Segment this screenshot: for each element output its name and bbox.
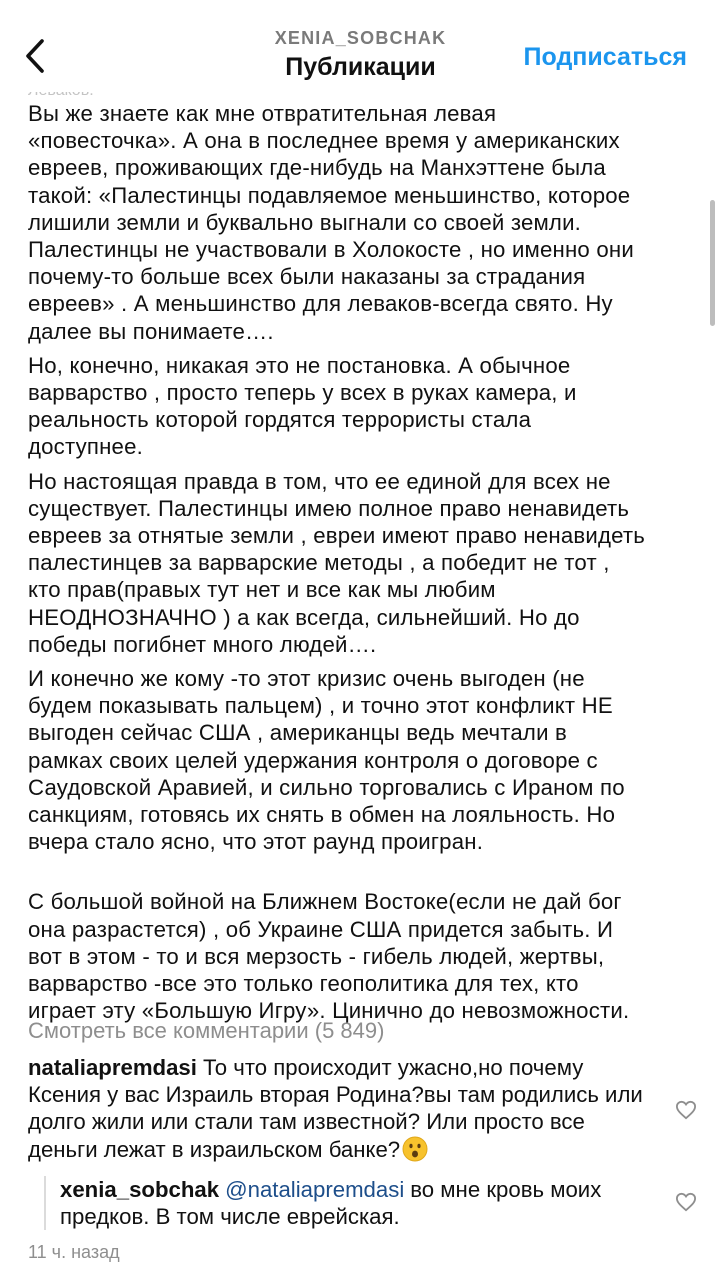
back-button[interactable] bbox=[18, 36, 52, 76]
caption-paragraph: Но, конечно, никакая это не постановка. А обычное варварство , просто теперь у всех в руках камера, и реальность которой гордятся террористы стала доступнее. bbox=[28, 352, 577, 460]
caption-paragraph: И конечно же кому -то этот кризис очень выгоден (не будем показывать пальцем) , и точно этот конфликт НЕ выгоден сейчас США , американцы ведь мечтали в рамках своих целей удержания контроля о договоре с Саудовской Аравией, и сильно торговались с Ираном по санкциям, готовясь их снять в обмен на лояльность. Но вчера стало ясно, что этот раунд проигран. bbox=[28, 666, 625, 855]
top-bar bbox=[0, 0, 721, 92]
header-titles bbox=[200, 26, 521, 82]
caption-paragraph-final: С большой войной на Ближнем Востоке(если не дай бог она разрастется) , об Украине США придется забыть. И вот в этом - то и вся мерзость - гибель людей, жертвы, варварство -все это только геополитика для тех, кто играет эту «Большую Игру». Цинично до невозможности. bbox=[28, 889, 630, 1024]
follow-button[interactable]: Подписаться bbox=[523, 43, 687, 71]
comment-text: То что происходит ужасно,но почему Ксения у вас Израиль вторая Родина?вы там родились или долго жили или стали там известной? Или просто все деньги лежат в израильском банке? bbox=[28, 1055, 643, 1162]
caption-paragraph: Вы же знаете как мне отвратительная левая «повесточка». А она в последнее время у американских евреев, проживающих где-нибудь на Манхэттене была такой: «Палестинцы подавляемое меньшинство, которое лишили земли и буквально выгнали со своей земли. Палестинцы не участвовали в Холокосте , но именно они почему-то больше всех были наказаны за страдания евреев» . А меньшинство для леваков-всегда свято. Ну далее вы понимаете…. bbox=[28, 101, 634, 344]
reply-text: во мне кровь моих предков. В том числе еврейская. bbox=[60, 1177, 602, 1230]
page-title: Публикации bbox=[285, 53, 436, 81]
paragraph-gap bbox=[28, 862, 700, 888]
scrollbar[interactable] bbox=[710, 200, 715, 326]
comment-timestamp: 11 ч. назад bbox=[28, 1242, 120, 1262]
view-all-comments-link[interactable]: Смотреть все комментарии (5 849) bbox=[28, 1018, 385, 1043]
comment-username[interactable]: nataliapremdasi bbox=[28, 1055, 197, 1080]
profile-username: XENIA_SOBCHAK bbox=[274, 28, 447, 48]
surprised-face-emoji bbox=[402, 1136, 428, 1162]
reply-mention-link[interactable]: @nataliapremdasi bbox=[225, 1177, 405, 1202]
reply-username[interactable]: xenia_sobchak bbox=[60, 1177, 220, 1202]
post-caption bbox=[28, 100, 700, 1032]
comment bbox=[28, 1054, 658, 1163]
chevron-left-icon bbox=[24, 38, 46, 74]
heart-icon[interactable] bbox=[675, 1100, 697, 1120]
heart-icon[interactable] bbox=[675, 1192, 697, 1212]
caption-paragraph: Но настоящая правда в том, что ее единой для всех не существует. Палестинцы имею полное право ненавидеть евреев за отнятые земли , евреи имеют право ненавидеть палестинцев за варварские методы , а победит не тот , кто прав(правых тут нет и все как мы любим НЕОДНОЗНАЧНО ) а как всегда, сильнейший. Но до победы погибнет много людей…. bbox=[28, 468, 646, 657]
reply-thread-line bbox=[44, 1176, 46, 1230]
reply-comment bbox=[60, 1176, 660, 1230]
